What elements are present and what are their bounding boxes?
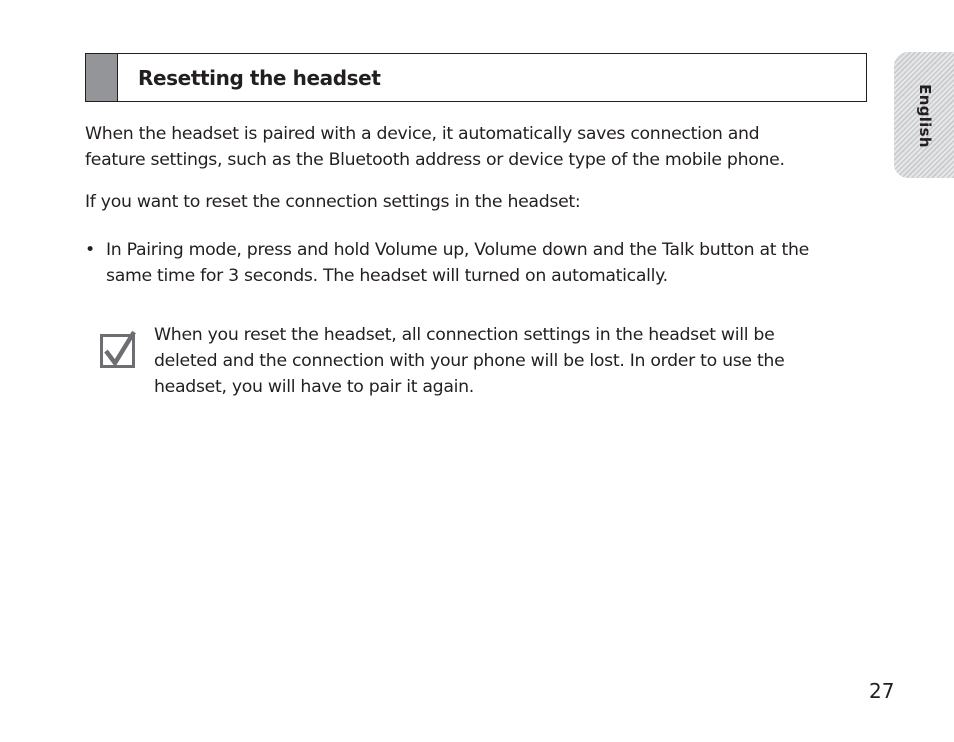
reset-intro-paragraph: If you want to reset the connection settings in the headset: — [85, 192, 581, 212]
section-header-marker — [86, 54, 118, 101]
note-text-line: headset, you will have to pair it again. — [154, 377, 474, 397]
intro-paragraph-line: feature settings, such as the Bluetooth address or device type of the mobile phone. — [85, 150, 785, 170]
bullet-text-line: same time for 3 seconds. The headset will turned on automatically. — [106, 266, 668, 286]
intro-paragraph-line: When the headset is paired with a device, it automatically saves connection and — [85, 124, 760, 144]
bullet-marker: • — [85, 240, 95, 260]
note-text — [154, 322, 784, 400]
section-title: Resetting the headset — [138, 65, 381, 90]
note-text-line: deleted and the connection with your phone will be lost. In order to use the — [154, 351, 785, 371]
bullet-text — [106, 237, 809, 289]
bullet-text-line: In Pairing mode, press and hold Volume up, Volume down and the Talk button at the — [106, 240, 809, 260]
page-number: 27 — [869, 679, 895, 703]
intro-paragraph — [85, 121, 785, 173]
section-header — [85, 53, 867, 102]
checkbox-check-icon — [100, 330, 136, 368]
language-tab-label: English — [916, 84, 934, 148]
note-text-line: When you reset the headset, all connection settings in the headset will be — [154, 325, 775, 345]
